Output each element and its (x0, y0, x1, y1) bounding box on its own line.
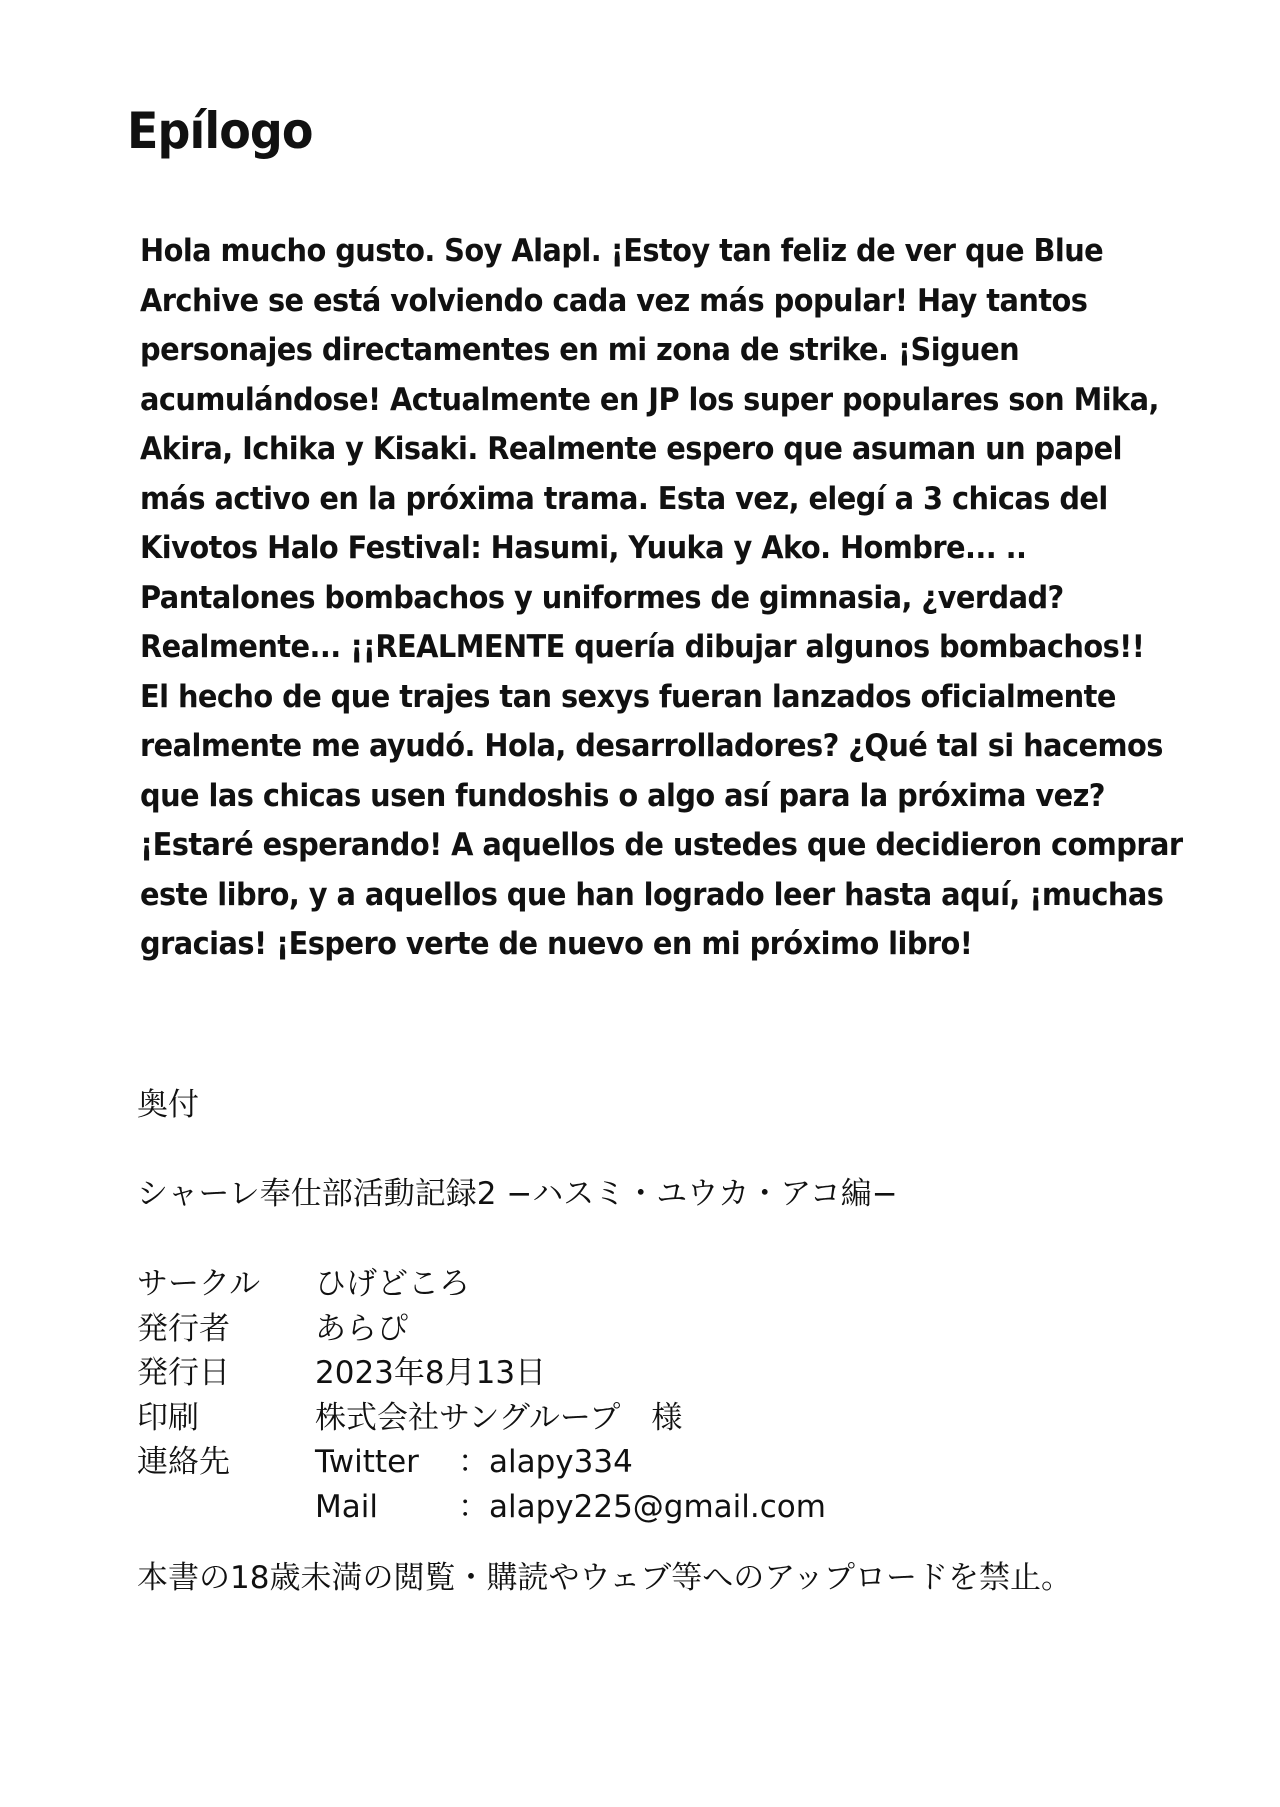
epilogue-line: que las chicas usen fundoshis o algo así para la próxima vez? (140, 777, 1105, 814)
epilogue-line: ¡Estaré esperando! A aquellos de ustedes que decidieron comprar (140, 827, 1183, 863)
contact-mail-row (137, 1485, 826, 1530)
epilogue-line: Hola mucho gusto. Soy Alapl. ¡Estoy tan feliz de ver que Blue (140, 233, 1104, 269)
epilogue-line: Kivotos Halo Festival: Hasumi, Yuuka y Ako. Hombre... .. (140, 530, 1027, 566)
circle-row (137, 1262, 826, 1307)
epilogue-title: Epílogo (127, 102, 313, 160)
epilogue-line: Realmente... ¡¡REALMENTE quería dibujar algunos bombachos!! (140, 629, 1145, 665)
publish-date-value: 2023年8月13日 (315, 1355, 547, 1391)
epilogue-text (140, 227, 1183, 970)
printer-value: 株式会社サングループ 様 (315, 1399, 683, 1436)
colophon-details (137, 1262, 826, 1529)
epilogue-line: Archive se está volviendo cada vez más popular! Hay tantos (140, 282, 1088, 319)
mail-label: Mail (315, 1488, 378, 1525)
publisher-label: 発行者 (137, 1310, 230, 1347)
circle-value: ひげどころ (315, 1266, 470, 1302)
contact-label-spacer (137, 1485, 315, 1530)
epilogue-line: realmente me ayudó. Hola, desarrolladores? ¿Qué tal si hacemos (140, 728, 1163, 764)
publish-date-label: 発行日 (137, 1355, 230, 1391)
epilogue-line: Pantalones bombachos y uniformes de gimnasia, ¿verdad? (140, 579, 1064, 616)
publish-date-row (137, 1351, 826, 1396)
colophon-heading: 奥付 (137, 1087, 199, 1123)
mail-address: ：alapy225@gmail.com (458, 1488, 826, 1525)
printer-label: 印刷 (137, 1399, 199, 1436)
publisher-row (137, 1307, 826, 1352)
epilogue-line: personajes directamentes en mi zona de strike. ¡Siguen (140, 332, 1020, 368)
contact-twitter-row (137, 1440, 826, 1485)
epilogue-line: El hecho de que trajes tan sexys fueran lanzados oficialmente (140, 678, 1116, 715)
epilogue-line: gracias! ¡Espero verte de nuevo en mi próximo libro! (140, 926, 973, 962)
epilogue-line: este libro, y a aquellos que han logrado leer hasta aquí, ¡muchas (140, 876, 1164, 913)
publisher-value: あらぴ (315, 1310, 408, 1347)
book-title: シャーレ奉仕部活動記録2 −ハスミ・ユウカ・アコ編− (137, 1176, 898, 1212)
age-restriction-notice: 本書の18歳未満の閲覧・購読やウェブ等へのアップロードを禁止。 (137, 1560, 1073, 1596)
epilogue-line: Akira, Ichika y Kisaki. Realmente espero que asuman un papel (140, 431, 1122, 467)
twitter-handle: ：alapy334 (458, 1444, 633, 1480)
printer-row (137, 1396, 826, 1441)
contact-label: 連絡先 (137, 1444, 230, 1480)
twitter-label: Twitter (315, 1444, 419, 1480)
epilogue-line: acumulándose! Actualmente en JP los super populares son Mika, (140, 381, 1159, 418)
epilogue-line: más activo en la próxima trama. Esta vez, elegí a 3 chicas del (140, 480, 1108, 517)
circle-label: サークル (137, 1266, 261, 1302)
